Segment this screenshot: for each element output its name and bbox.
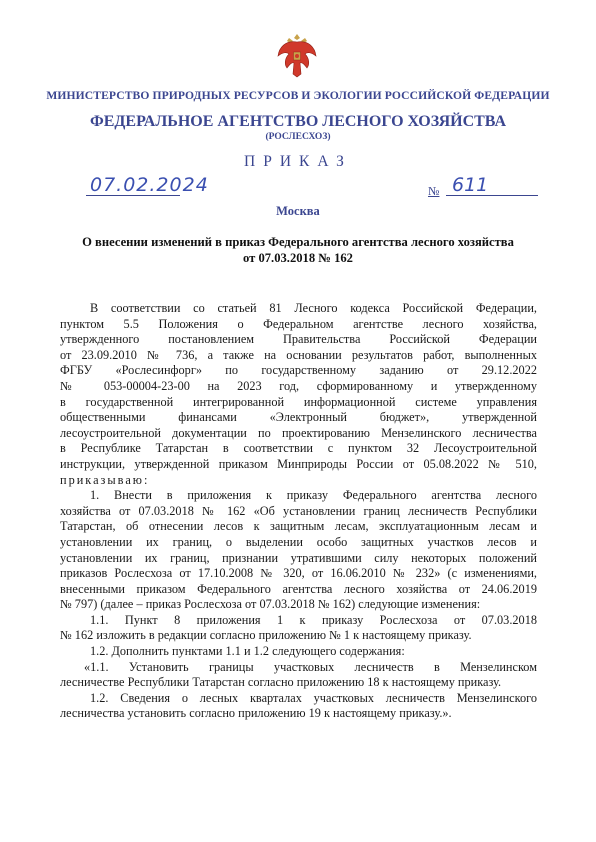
body-line: № 797) (далее – приказ Рослесхоза от 07.03.2018 № 162) следующие изменения: [60, 597, 481, 612]
date-underline [86, 195, 180, 196]
body-line: В соответствии со статьей 81 Лесного кодекса Российской Федерации, [90, 301, 537, 315]
body-line: хозяйства от 07.03.2018 № 162 «Об установлении границ лесничеств Республики [60, 503, 537, 518]
number-underline [446, 195, 538, 196]
body-line: лесничества установить согласно приложению 19 к настоящему приказу.». [60, 706, 452, 721]
body-line: лесоустроительной документации по проектированию Мензелинского лесничества [60, 425, 537, 440]
body-line: установлении их границ, признании утратившими силу некоторых положений [60, 550, 537, 565]
body-line: приказов Рослесхоза от 17.10.2008 № 320, от 16.06.2010 № 232» (с изменениями, [60, 566, 537, 581]
body-line: 1.1. Пункт 8 приложения 1 к приказу Рослесхоза от 07.03.2018 [90, 612, 537, 627]
body-line: ФГБУ «Рослесинфорг» по государственному заданию от 29.12.2022 [60, 363, 537, 378]
body-line: 1.2. Дополнить пунктами 1.1 и 1.2 следующего содержания: [90, 644, 405, 659]
body-line: «1.1. Установить границы участковых лесничеств в Мензелинском [84, 659, 537, 674]
body-line: от 23.09.2010 № 736, а также на основании результатов работ, выполненных [60, 347, 537, 362]
number-label: № [428, 184, 440, 198]
document-title [60, 234, 536, 266]
agency-name: ФЕДЕРАЛЬНОЕ АГЕНТСТВО ЛЕСНОГО ХОЗЯЙСТВА [89, 113, 507, 130]
handwritten-date: 07.02.2024 [90, 174, 209, 196]
coat-of-arms-icon [275, 30, 319, 78]
ministry-name: МИНИСТЕРСТВО ПРИРОДНЫХ РЕСУРСОВ И ЭКОЛОГИИ РОССИЙСКОЙ ФЕДЕРАЦИИ [46, 89, 550, 102]
body-line: утвержденного постановлением Правительства Российской Федерации [60, 332, 537, 347]
title-line: О внесении изменений в приказ Федерального агентства лесного хозяйства [82, 235, 514, 249]
body-line: пунктом 5.5 Положения о Федеральном агентстве лесного хозяйства, [60, 316, 537, 331]
body-line: приказываю: [60, 472, 150, 487]
body-line: № 162 изложить в редакции согласно приложению № 1 к настоящему приказу. [60, 628, 472, 643]
body-line: 1.2. Сведения о лесных кварталах участковых лесничеств Мензелинского [90, 690, 537, 705]
body-line: внесенными приказом Федерального агентства лесного хозяйства от 24.06.2019 [60, 581, 537, 596]
document-body [60, 301, 537, 722]
body-line: общественными финансами «Электронный бюджет», утвержденной [60, 410, 537, 425]
handwritten-number: 611 [452, 174, 489, 196]
agency-short-name: (РОСЛЕСХОЗ) [265, 132, 331, 142]
city: Москва [276, 204, 320, 218]
body-line: установлении их границ, о выделении особо защитных участков лесов и [60, 534, 537, 549]
body-line: лесничестве Республики Татарстан согласно приложению 18 к настоящему приказу. [60, 675, 502, 690]
body-line: 1. Внести в приложения к приказу Федерального агентства лесного [90, 488, 537, 503]
body-line: Татарстан, об отнесении лесов к защитным лесам, эксплуатационным лесам и [60, 519, 537, 534]
body-line: инструкции, утвержденной приказом Минприроды России от 05.08.2022 № 510, [60, 456, 537, 471]
body-line: в Республике Татарстан в соответствии с пунктом 32 Лесоустроительной [60, 441, 537, 456]
body-line: № 053-00004-23-00 на 2023 год, сформированному и утвержденному [60, 378, 537, 393]
title-line: от 07.03.2018 № 162 [243, 251, 353, 265]
body-line: в государственной интегрированной информационной системе управления [60, 394, 537, 409]
document-type: ПРИКАЗ [244, 153, 352, 170]
